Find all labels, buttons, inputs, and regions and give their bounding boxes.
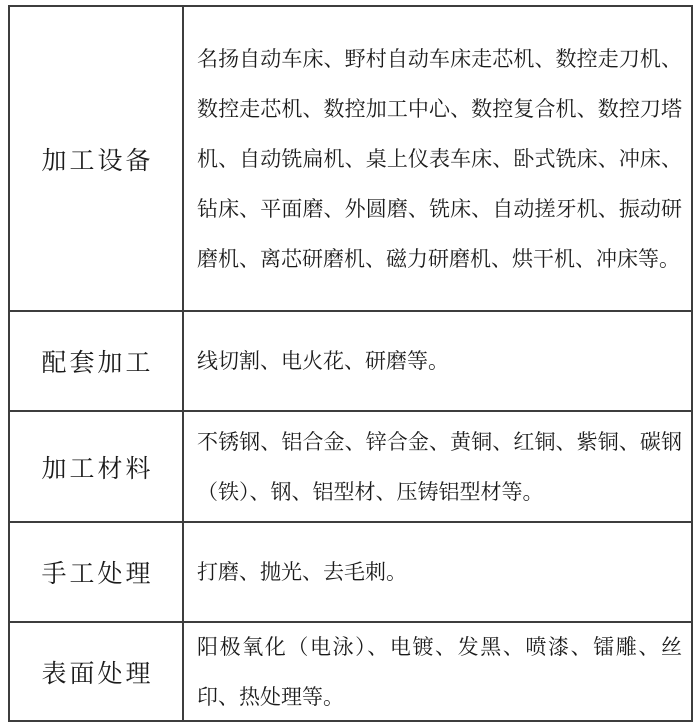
category-cell — [10, 412, 184, 521]
content-text: 线切割、电火花、研磨等。 — [197, 349, 449, 373]
table-row — [10, 410, 691, 521]
content-cell — [184, 7, 691, 310]
category-label: 手工处理 — [41, 561, 154, 588]
table-row — [10, 7, 691, 310]
content-text: 阳极氧化（电泳）、电镀、发黑、喷漆、镭雕、丝印、热处理等。 — [197, 634, 682, 709]
category-cell — [10, 523, 184, 621]
table-row — [10, 621, 691, 720]
category-label: 加工设备 — [41, 147, 154, 175]
content-cell — [184, 412, 691, 521]
category-cell — [10, 7, 184, 310]
table-row — [10, 310, 691, 410]
content-cell — [184, 523, 691, 621]
content-cell — [184, 312, 691, 410]
content-text: 不锈钢、铝合金、锌合金、黄铜、红铜、紫铜、碳钢（铁）、钢、铝型材、压铸铝型材等。 — [197, 429, 682, 504]
content-text: 打磨、抛光、去毛刺。 — [197, 560, 407, 584]
category-label: 加工材料 — [41, 455, 154, 483]
table-row — [10, 521, 691, 621]
content-cell — [184, 623, 691, 720]
spec-table — [8, 5, 693, 722]
category-cell — [10, 312, 184, 410]
category-label: 配套加工 — [41, 350, 154, 377]
category-cell — [10, 623, 184, 720]
category-label: 表面处理 — [41, 660, 154, 688]
content-text: 名扬自动车床、野村自动车床走芯机、数控走刀机、数控走芯机、数控加工中心、数控复合机、数控刀塔机、自动铣扁机、桌上仪表车床、卧式铣床、冲床、钻床、平面磨、外圆磨、铣床、自动搓牙机、振动研磨机、离芯研磨机、磁力研磨机、烘干机、冲床等。 — [197, 46, 682, 271]
